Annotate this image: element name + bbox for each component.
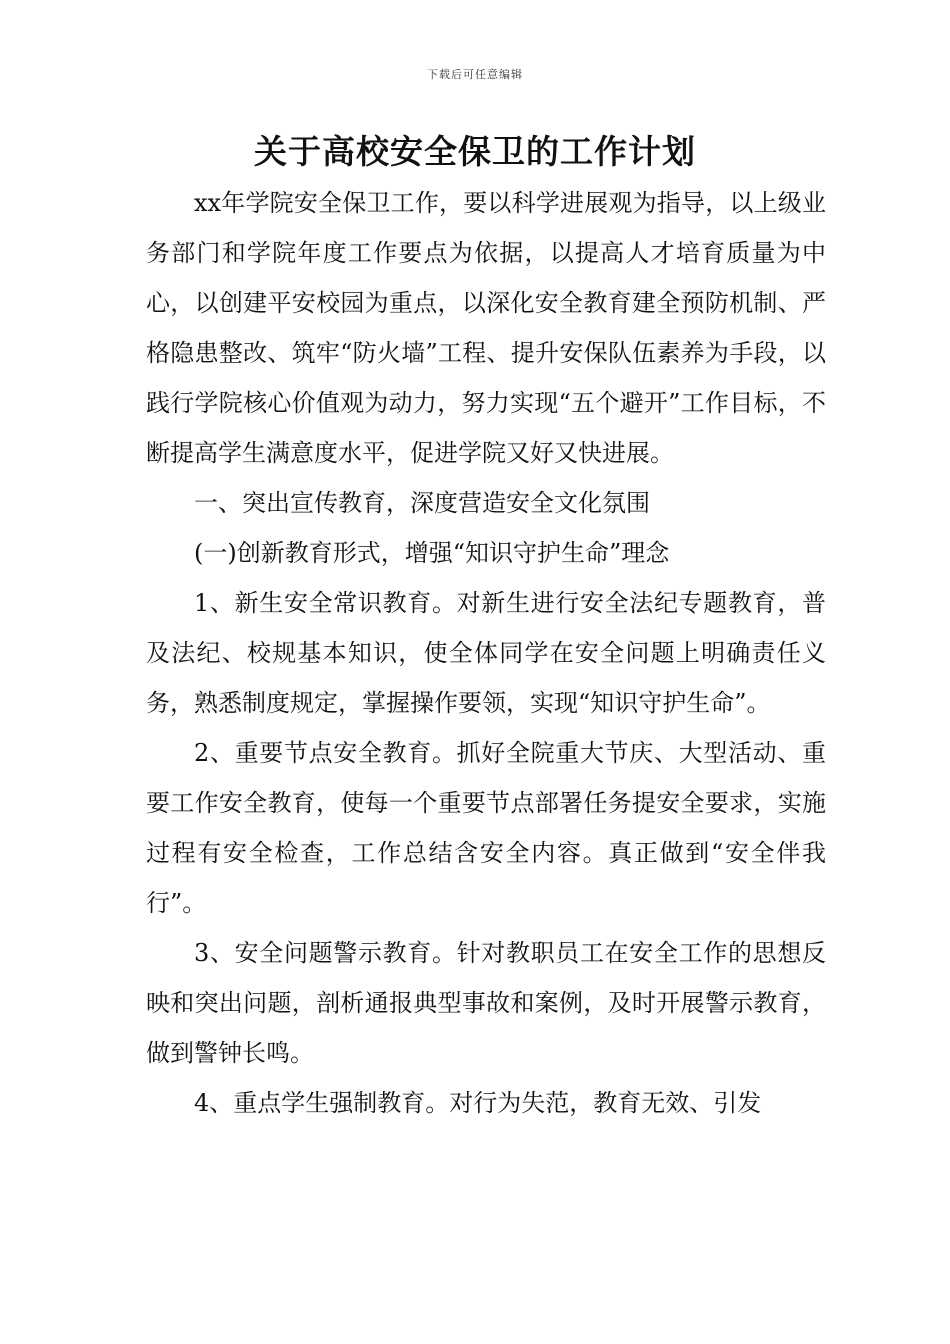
paragraph-item-4: 4、重点学生强制教育。对行为失范，教育无效、引发 [194,1089,762,1117]
section-heading-1: 一、突出宣传教育，深度营造安全文化氛围 [194,489,650,517]
paragraph-intro: xx年学院安全保卫工作，要以科学进展观为指导，以上级业务部门和学院年度工作要点为依据，以提高人才培育质量为中心，以创建平安校园为重点，以深化安全教育建全预防机制、严格隐患整改、筑牢“防火墙”工程、提升安保队伍素养为手段，以践行学院核心价值观为动力，努力实现“五个避开”工作目标，不断提高学生满意度水平，促进学院又好又快进展。 [146,189,826,467]
paragraph-item-2: 2、重要节点安全教育。抓好全院重大节庆、大型活动、重要工作安全教育，使每一个重要节点部署任务提安全要求，实施过程有安全检查，工作总结含安全内容。真正做到“安全伴我行”。 [146,739,826,917]
paragraph-item-1: 1、新生安全常识教育。对新生进行安全法纪专题教育，普及法纪、校规基本知识，使全体同学在安全问题上明确责任义务，熟悉制度规定，掌握操作要领，实现“知识守护生命”。 [146,589,826,717]
subsection-heading-1: (一)创新教育形式，增强“知识守护生命”理念 [194,539,670,567]
document-title: 关于高校安全保卫的工作计划 [254,132,696,171]
paragraph-item-3: 3、安全问题警示教育。针对教职员工在安全工作的思想反映和突出问题，剖析通报典型事故和案例，及时开展警示教育，做到警钟长鸣。 [146,939,826,1067]
document-body [146,178,826,1128]
header-note: 下载后可任意编辑 [427,68,523,81]
